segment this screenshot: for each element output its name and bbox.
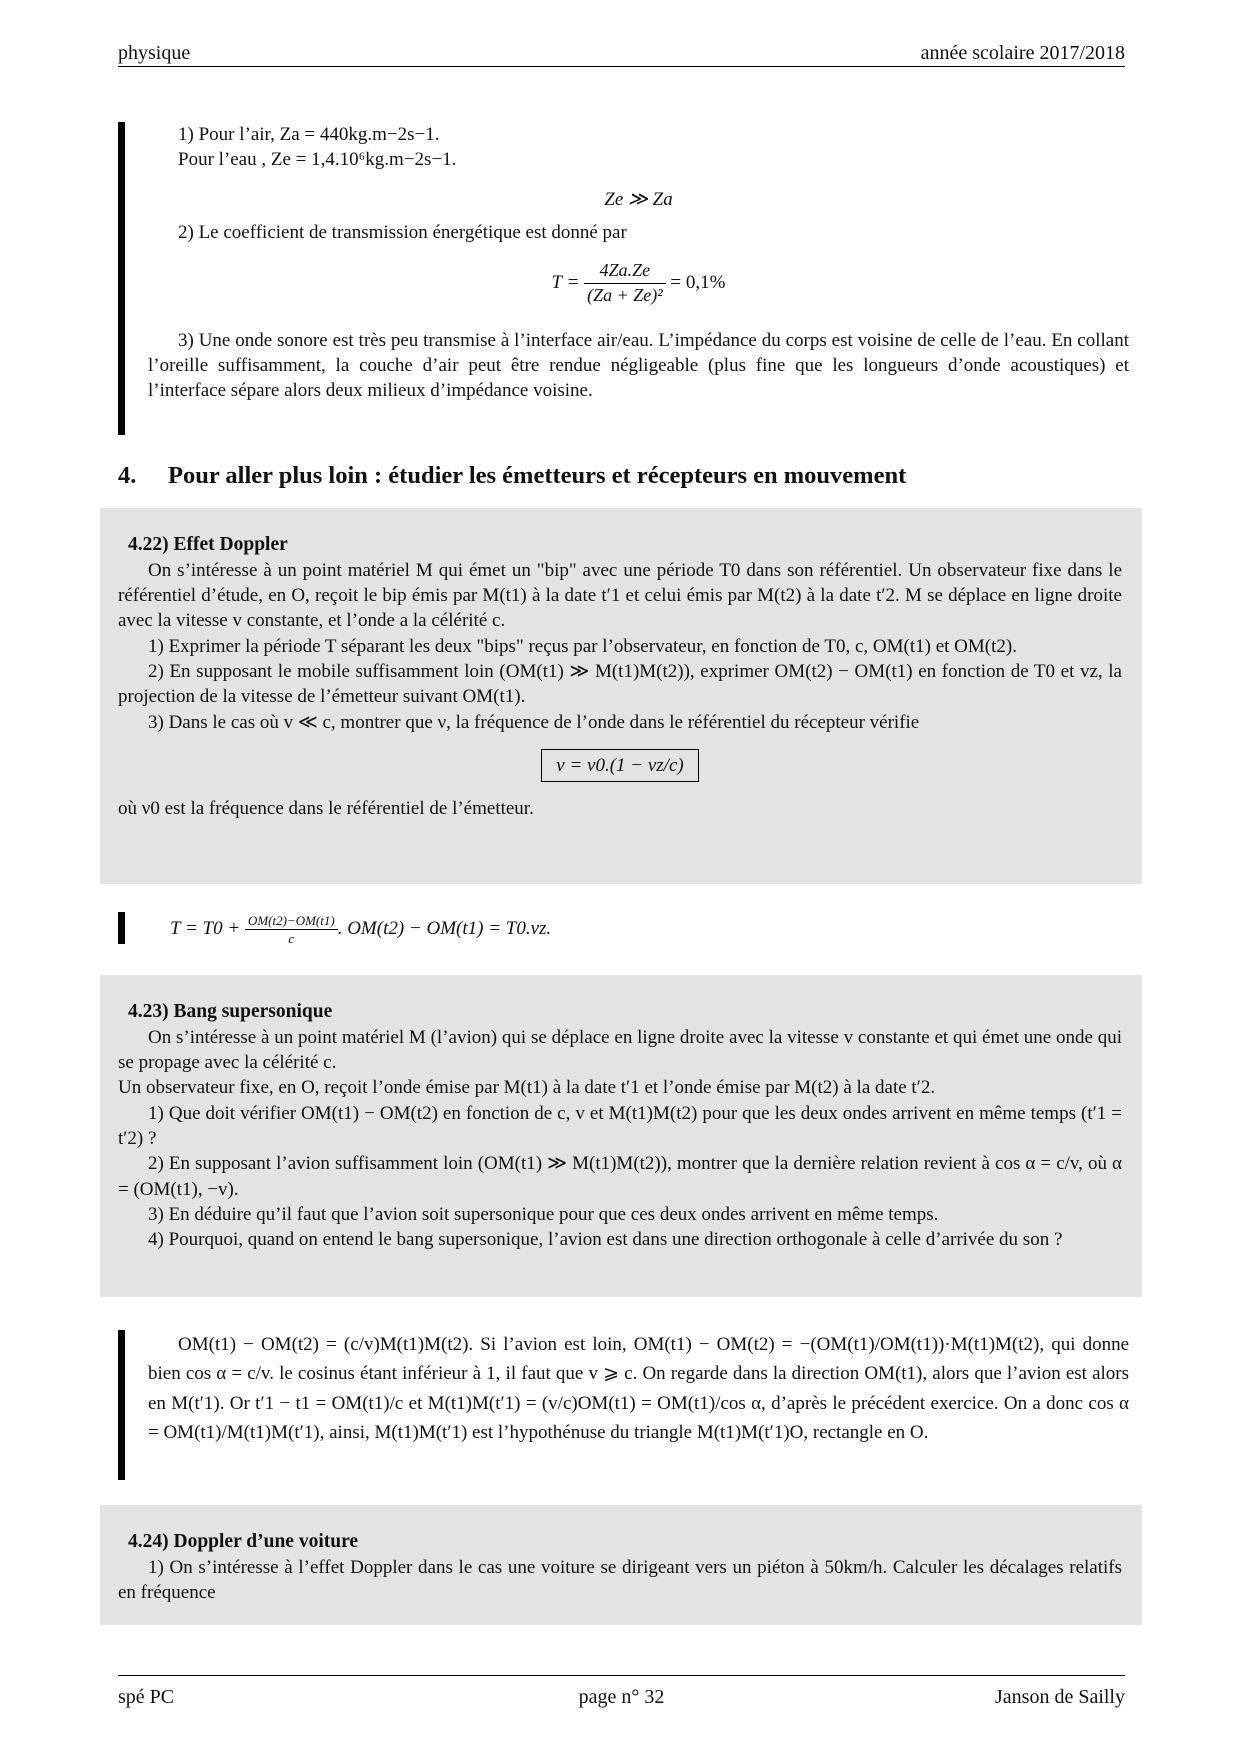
- page-header: [118, 40, 1125, 67]
- header-subject: physique: [118, 42, 191, 64]
- exercise-4-24: [100, 1505, 1142, 1625]
- ex22-after: où ν0 est la fréquence dans le référentiel de l’émetteur.: [118, 798, 534, 820]
- header-year: année scolaire 2017/2018: [920, 42, 1125, 64]
- sol2-lhs: T = T0 +: [170, 918, 241, 940]
- sol1-line2: Pour l’eau , Ze = 1,4.10⁶kg.m−2s−1.: [178, 149, 457, 171]
- sol1-line3: 2) Le coefficient de transmission énergétique est donné par: [178, 221, 627, 243]
- sol1-eq2-num: 4Za.Ze: [584, 259, 666, 284]
- sol2-den: c: [288, 931, 295, 947]
- sol1-eq2-lhs: T =: [551, 271, 580, 293]
- footer-class: spé PC: [118, 1686, 175, 1708]
- ex24-title: 4.24) Doppler d’une voiture: [128, 1531, 359, 1552]
- sol1-eq2-den: (Za + Ze)²: [587, 285, 663, 305]
- ex22-intro: On s’intéresse à un point matériel M qui émet un "bip" avec une période T0 dans son référentiel. Un observateur fixe dans le référentiel d’étude, en O, reçoit le bip émis par M(t1) à la date t′1 et celui émis par M(t2) à la date t′2. M se déplace en ligne droite avec la vitesse v constante, et l’onde a la célérité c.: [118, 559, 1122, 632]
- ex22-q3: 3) Dans le cas où v ≪ c, montrer que ν, la fréquence de l’onde dans le référentiel du récepteur vérifie: [148, 711, 920, 733]
- exercise-4-23: [100, 975, 1142, 1297]
- sol1-line4: 3) Une onde sonore est très peu transmise à l’interface air/eau. L’impédance du corps est voisine de celle de l’eau. En collant l’oreille suffisamment, la couche d’air peut être rendue négligeable (plus fine que les longueurs d’onde acoustiques) et l’interface sépare alors deux milieux d’impédance voisine.: [148, 329, 1129, 402]
- solution-block-2: [118, 912, 1129, 947]
- ex22-q2: 2) En supposant le mobile suffisamment loin (OM(t1) ≫ M(t1)M(t2)), exprimer OM(t2) − OM(t1) en fonction de T0 et vz, la projection de la vitesse de l’émetteur suivant OM(t1).: [118, 660, 1122, 708]
- section-heading: [118, 460, 906, 493]
- ex23-q1: 1) Que doit vérifier OM(t1) − OM(t2) en fonction de c, v et M(t1)M(t2) pour que les deux ondes arrivent en même temps (t′1 = t′2) ?: [118, 1102, 1122, 1149]
- solution-block-1: [118, 122, 1129, 435]
- sol1-eq1: Ze ≫ Za: [604, 188, 673, 210]
- ex22-q1: 1) Exprimer la période T séparant les deux "bips" reçus par l’observateur, en fonction de T0, c, OM(t1) et OM(t2).: [148, 635, 1017, 657]
- footer-school: Janson de Sailly: [995, 1686, 1125, 1708]
- ex22-title: 4.22) Effet Doppler: [128, 534, 288, 555]
- ex23-q2: 2) En supposant l’avion suffisamment loin (OM(t1) ≫ M(t1)M(t2)), montrer que la dernière relation revient à cos α = c/v, où α = (OM(t1), −v).: [118, 1153, 1122, 1200]
- ex23-q3: 3) En déduire qu’il faut que l’avion soit supersonique pour que ces deux ondes arrivent en même temps.: [148, 1203, 939, 1225]
- ex23-q4: 4) Pourquoi, quand on entend le bang supersonique, l’avion est dans une direction orthogonale à celle d’arrivée du son ?: [148, 1229, 1063, 1251]
- sol2-num: OM(t2)−OM(t1): [245, 912, 338, 930]
- section-title: Pour aller plus loin : étudier les émetteurs et récepteurs en mouvement: [168, 462, 907, 489]
- ex23-intro: On s’intéresse à un point matériel M (l’avion) qui se déplace en ligne droite avec la vitesse v constante et qui émet une onde qui se propage avec la célérité c.: [118, 1026, 1122, 1074]
- sol2-rhs: . OM(t2) − OM(t1) = T0.vz.: [337, 918, 552, 940]
- section-number: 4.: [118, 462, 137, 489]
- sol1-eq2: [148, 259, 1129, 308]
- ex23-title: 4.23) Bang supersonique: [128, 1001, 333, 1022]
- footer-page-number: page n° 32: [578, 1686, 665, 1708]
- sol1-line1: 1) Pour l’air, Za = 440kg.m−2s−1.: [178, 124, 440, 145]
- sol1-eq2-rhs: = 0,1%: [670, 271, 726, 293]
- exercise-4-22: [100, 508, 1142, 884]
- sol3-text: OM(t1) − OM(t2) = (c/v)M(t1)M(t2). Si l’avion est loin, OM(t1) − OM(t2) = −(OM(t1)/OM(t1))·M(t1)M(t2), qui donne bien cos α = c/v. le cosinus étant inférieur à 1, il faut que v ⩾ c. On regarde dans la direction OM(t1), alors que l’avion est alors en M(t′1). Or t′1 − t1 = OM(t1)/c et M(t1)M(t′1) = (v/c)OM(t1) = OM(t1)/cos α, d’après le précédent exercice. On a donc cos α = OM(t1)/M(t1)M(t′1), ainsi, M(t1)M(t′1) est l’hypothénuse du triangle M(t1)M(t′1)O, rectangle en O.: [148, 1334, 1129, 1444]
- page-footer: [118, 1675, 1125, 1714]
- ex23-observer: Un observateur fixe, en O, reçoit l’onde émise par M(t1) à la date t′1 et l’onde émise par M(t2) à la date t′2.: [118, 1077, 936, 1099]
- solution-block-3: [118, 1330, 1129, 1480]
- ex24-q1: 1) On s’intéresse à l’effet Doppler dans le cas une voiture se dirigeant vers un piéton à 50km/h. Calculer les décalages relatifs en fréquence: [118, 1556, 1122, 1604]
- ex22-equation: ν = ν0.(1 − vz/c): [556, 754, 684, 776]
